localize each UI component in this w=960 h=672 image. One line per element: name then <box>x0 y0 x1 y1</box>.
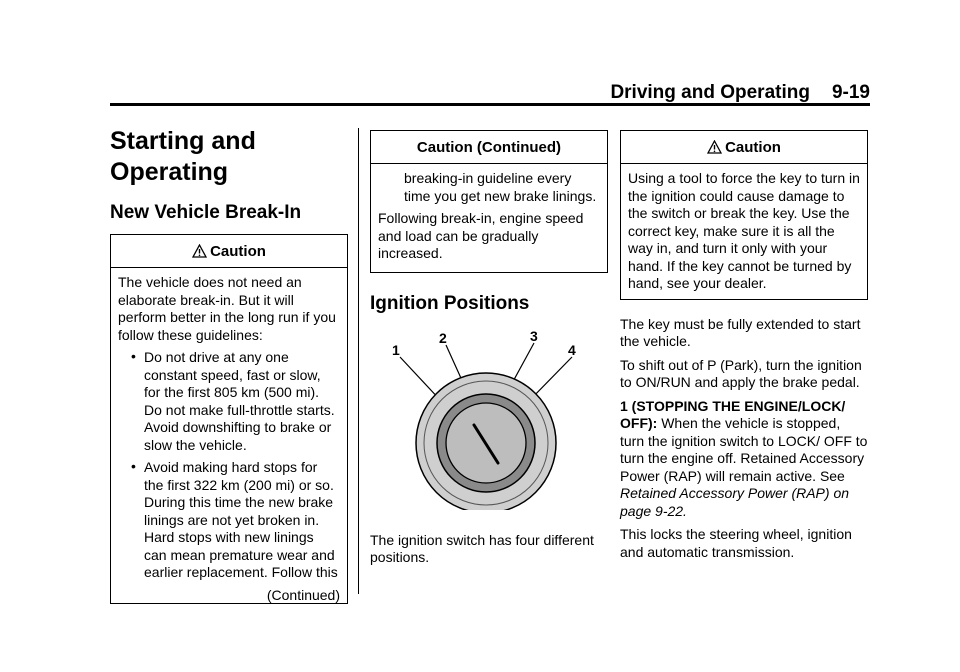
position-label-1: 1 <box>392 341 400 358</box>
column-3 <box>620 130 868 567</box>
caution-bullet-2: • Avoid making hard stops for the first 322 km (200 mi) or so. During this time the new brake linings are not yet broken in. Hard stops with new linings can mean premature wear and earlier replacement. Follow this <box>118 459 340 582</box>
caution-key-label: Caution <box>725 139 781 156</box>
header-page-number: 9-19 <box>831 82 870 103</box>
column-1 <box>110 126 348 604</box>
paragraph-lock-off <box>620 398 868 521</box>
subsection-title: New Vehicle Break-In <box>110 202 302 223</box>
lock-off-text: When the vehicle is stopped, turn the ignition switch to LOCK/ OFF to turn the engine off. Retained Accessory Power (RAP) will remain active. See <box>620 415 868 484</box>
caution-continued-line-1: breaking-in guideline every time you get new brake linings. <box>404 170 597 204</box>
section-title: Starting and Operating <box>110 127 256 186</box>
caution-body <box>111 268 347 613</box>
caution-box-key <box>620 130 868 300</box>
position-label-3: 3 <box>530 327 538 344</box>
caution-bullet-1: • Do not drive at any one constant speed, fast or slow, for the first 805 km (500 mi). Do not make full-throttle starts. Avoid downshifting to brake or slow the vehicle. <box>118 349 340 454</box>
caution-key-heading <box>621 131 867 164</box>
position-label-4: 4 <box>568 341 576 358</box>
position-label-2: 2 <box>439 329 447 346</box>
caution-continued-body <box>371 164 607 272</box>
caution-continued-line-2: Following break-in, engine speed and load can be gradually increased. <box>378 210 584 261</box>
warning-icon <box>707 140 722 154</box>
ignition-positions-title: Ignition Positions <box>370 292 530 314</box>
header-section-title: Driving and Operating <box>610 82 810 103</box>
caution-box-continued <box>370 130 608 273</box>
column-2 <box>370 130 608 567</box>
column-divider <box>358 128 359 594</box>
caution-heading <box>111 235 347 268</box>
paragraph-locks-steering: This locks the steering wheel, ignition and automatic transmission. <box>620 526 852 560</box>
figure-caption: The ignition switch has four different positions. <box>370 531 594 565</box>
paragraph-key-extended: The key must be fully extended to start the vehicle. <box>620 315 861 349</box>
ignition-body-text <box>620 316 868 562</box>
rap-reference-link[interactable]: Retained Accessory Power (RAP) on page 9-22. <box>620 485 850 519</box>
header-rule <box>110 103 870 106</box>
lock-off-label: 1 (STOPPING THE ENGINE/LOCK/ OFF): <box>620 397 846 431</box>
caution-key-body <box>621 164 867 299</box>
page-header <box>608 82 870 104</box>
continued-label: (Continued) <box>266 586 340 603</box>
ignition-switch-figure <box>370 325 608 510</box>
caution-continued-heading: Caution (Continued) <box>371 131 607 164</box>
caution-label: Caution <box>210 243 266 260</box>
caution-key-text: Using a tool to force the key to turn in the ignition could cause damage to the switch or break the key. Use the correct key, make sure it is all the way in, and turn it only with your hand. If the key cannot be turned by hand, see your dealer. <box>628 170 860 291</box>
caution-box-break-in <box>110 234 348 604</box>
caution-intro: The vehicle does not need an elaborate break-in. But it will perform better in the long run if you follow these guidelines: <box>118 274 336 343</box>
warning-icon <box>192 244 207 258</box>
paragraph-shift-park: To shift out of P (Park), turn the ignition to ON/RUN and apply the brake pedal. <box>620 356 862 390</box>
